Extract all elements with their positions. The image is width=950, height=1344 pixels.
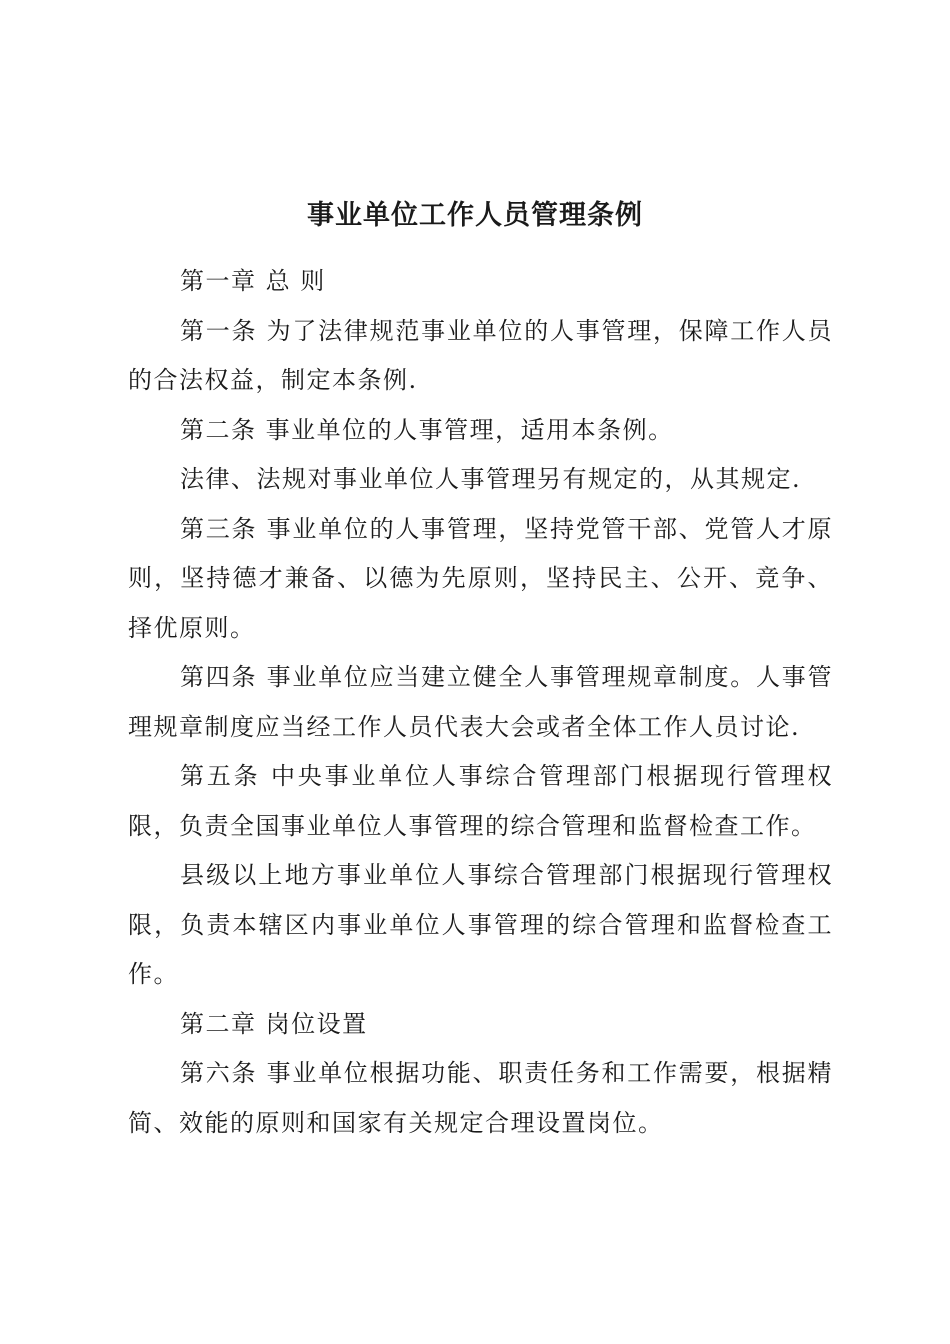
article-paragraph: 县级以上地方事业单位人事综合管理部门根据现行管理权限，负责本辖区内事业单位人事管理的综合管理和监督检查工作。 — [128, 861, 833, 988]
article-paragraph: 第一条 为了法律规范事业单位的人事管理，保障工作人员的合法权益，制定本条例. — [128, 316, 833, 394]
article-paragraph: 第四条 事业单位应当建立健全人事管理规章制度。人事管理规章制度应当经工作人员代表大会或者全体工作人员讨论. — [128, 663, 833, 741]
chapter-heading: 第二章 岗位设置 — [180, 1009, 368, 1038]
article-paragraph: 第三条 事业单位的人事管理，坚持党管干部、党管人才原则，坚持德才兼备、以德为先原则，坚持民主、公开、竞争、择优原则。 — [128, 514, 833, 642]
article-paragraph: 第六条 事业单位根据功能、职责任务和工作需要，根据精简、效能的原则和国家有关规定合理设置岗位。 — [128, 1059, 833, 1137]
document-body — [128, 257, 833, 1148]
chapter-heading: 第一章 总 则 — [180, 267, 326, 295]
article-paragraph: 第二条 事业单位的人事管理，适用本条例。 — [180, 415, 674, 444]
article-paragraph: 法律、法规对事业单位人事管理另有规定的，从其规定. — [180, 465, 802, 493]
document-title: 事业单位工作人员管理条例 — [307, 200, 643, 231]
article-paragraph: 第五条 中央事业单位人事综合管理部门根据现行管理权限，负责全国事业单位人事管理的综合管理和监督检查工作。 — [128, 762, 833, 840]
